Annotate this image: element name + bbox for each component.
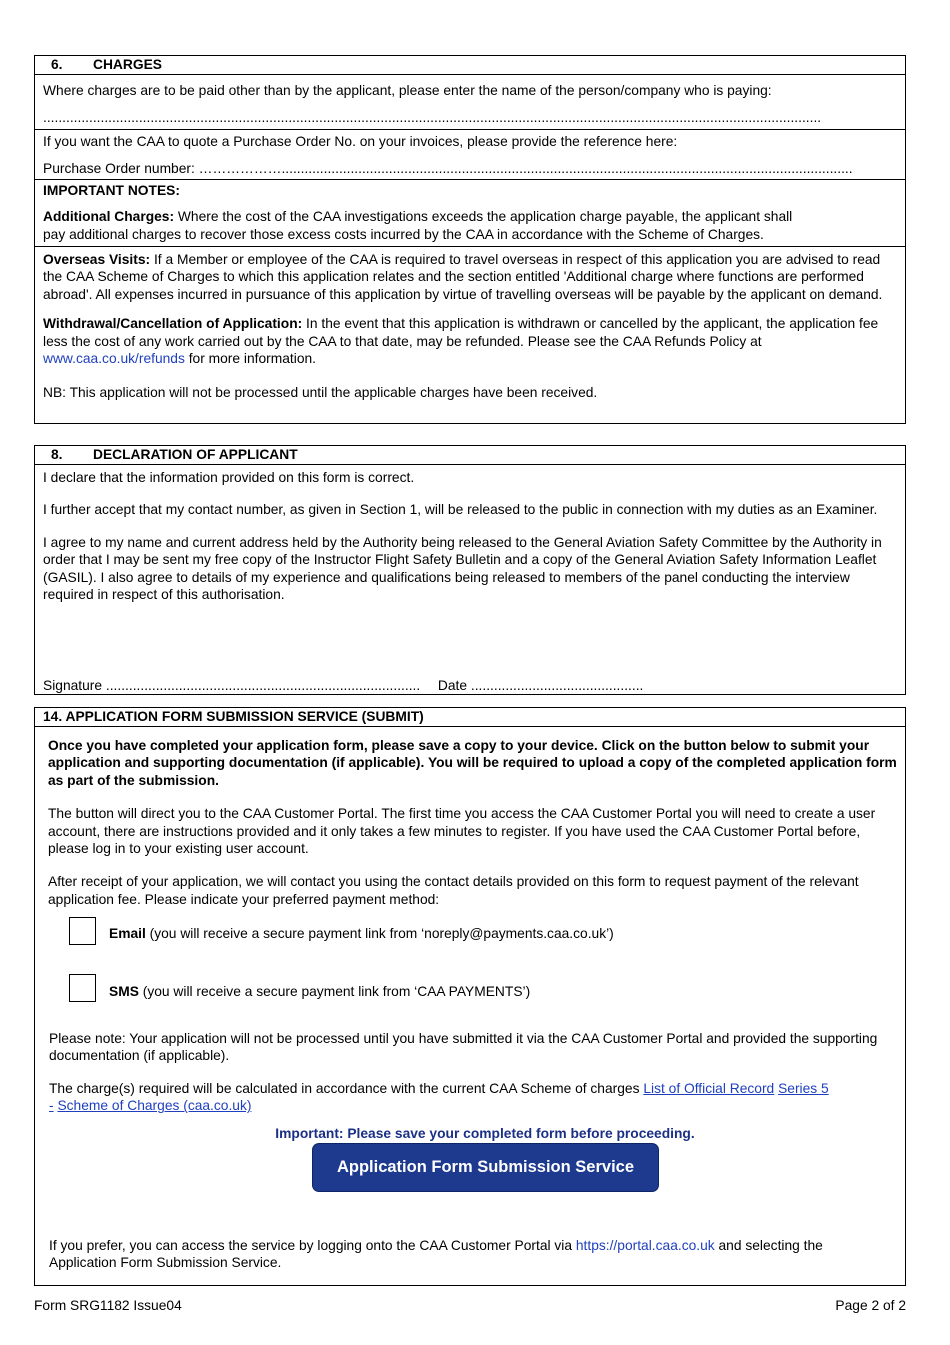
po-field[interactable] [43,160,897,177]
charges-section [34,55,906,424]
section-title: CHARGES [93,57,162,72]
charges-text [49,1080,889,1115]
nb-note: NB: This application will not be processed until the applicable charges have been received. [43,385,598,401]
section-header [35,708,905,727]
overseas-note [43,251,897,303]
section-title: DECLARATION OF APPLICANT [93,447,298,462]
po-line: .................................................................................................................................................... [285,161,853,177]
notes-title: IMPORTANT NOTES: [43,183,180,198]
form-id: Form SRG1182 Issue04 [34,1298,182,1313]
section-title: 14. APPLICATION FORM SUBMISSION SERVICE (SUBMIT) [43,709,424,724]
prefer-end: and selecting the Application Form Submission Service. [49,1238,823,1271]
application-form-submission-button[interactable]: Application Form Submission Service [313,1144,658,1191]
payer-prompt: Where charges are to be paid other than by the applicant, please enter the name of the person/company who is paying: [43,83,772,98]
po-label: Purchase Order number: ………………. [43,161,286,177]
section-number: 8. [51,447,63,462]
declaration-p3: I agree to my name and current address held by the Authority being released to the General Aviation Safety Committee by the Authority in order that I may be sent my free copy of the Instructor Flight Safety Bulletin and a copy of the General Aviation Safety Information Leaflet (GASIL). I also agree to details of my experience and qualifications being released to members of the panel conducting the interview required in respect of this authorisation. [43,534,882,603]
series-5-link[interactable]: Series 5 [778,1081,829,1096]
section-number: 6. [51,57,63,72]
date-field[interactable]: Date ............................................. [437,678,644,693]
sms-label: SMS [109,984,139,999]
section-header [35,56,905,75]
signature-field[interactable]: Signature .................................................................................. [43,678,421,693]
note-paragraph: Please note: Your application will not be processed until you have submitted it via the CAA Customer Portal and provided the supporting documentation (if applicable). [49,1031,878,1064]
prefer-paragraph [49,1237,889,1272]
overseas-row [35,247,905,402]
note-text [49,1030,889,1065]
submission-intro: Once you have completed your application form, please save a copy to your device. Click on the button below to submit your application and supporting documentation (if applicable). You will be required to upload a copy of the completed application form as part of the submission. [48,738,897,788]
prefer-intro: If you prefer, you can access the service by logging onto the CAA Customer Portal via [49,1238,576,1253]
withdrawal-text: In the event that this application is withdrawn or cancelled by the applicant, the application fee less the cost of any work carried out by the CAA to that date, may be refunded. Please see the CAA Refunds Policy at [43,316,879,349]
email-option [109,925,614,942]
withdrawal-note [43,315,897,367]
sms-text: (you will receive a secure payment link from ‘CAA PAYMENTS’) [138,984,531,999]
prefer-text [49,1237,889,1272]
scheme-of-charges-link[interactable]: Scheme of Charges (caa.co.uk) [57,1098,252,1114]
payer-field[interactable]: ........................................................................................................................................................................................................... [43,110,822,126]
portal-text: The button will direct you to the CAA Customer Portal. The first time you access the CAA Customer Portal you will need to create a user account, there are instructions provided and it only takes a few minutes to register. If you have used the CAA Customer Portal before, please log in to your existing user account. [48,806,876,857]
declaration-p2: I further accept that my contact number, as given in Section 1, will be released to the public in connection with my duties as an Examiner. [43,502,878,518]
page-number: Page 2 of 2 [835,1298,906,1313]
dash-link[interactable]: - [49,1098,54,1114]
payer-row [35,75,905,130]
additional-text-2: pay additional charges to recover those excess costs incurred by the CAA in accordance with the Scheme of Charges. [43,226,764,242]
payment-text: After receipt of your application, we will contact you using the contact details provided on this form to request payment of the relevant application fee. Please indicate your preferred payment method: [48,874,859,907]
section-header [35,446,905,465]
notes-row [35,180,905,247]
additional-charges-note [43,208,897,243]
declaration-p1: I declare that the information provided on this form is correct. [43,470,415,485]
overseas-text: If a Member or employee of the CAA is required to travel overseas in respect of this application you are advised to read the CAA Scheme of Charges to which this application relates and the section entitled 'Additional charge where functions are performed abroad'. All expenses incurred in pursuance of this application by virtue of travelling overseas will be payable by the applicant on demand. [43,252,883,302]
signature-row [43,677,643,694]
email-label: Email [109,926,146,941]
withdrawal-text-end: for more information. [184,351,316,367]
charges-intro: The charge(s) required will be calculated in accordance with the current CAA Scheme of charges [49,1081,644,1096]
po-row [35,130,905,180]
withdrawal-label: Withdrawal/Cancellation of Application: [43,316,303,332]
official-record-link[interactable]: List of Official Record [643,1081,775,1096]
overseas-label: Overseas Visits: [43,252,151,267]
charges-paragraph [49,1080,889,1115]
refunds-link[interactable]: www.caa.co.uk/refunds [43,351,185,367]
po-prompt: If you want the CAA to quote a Purchase Order No. on your invoices, please provide the reference here: [43,134,678,149]
additional-label: Additional Charges: [43,209,175,225]
sms-option [109,983,530,1000]
portal-link[interactable]: https://portal.caa.co.uk [575,1238,715,1253]
sms-checkbox[interactable] [69,974,96,1002]
additional-text-1: Where the cost of the CAA investigations exceeds the application charge payable, the applicant shall [174,209,793,225]
important-notice: Important: Please save your completed form before proceeding. [275,1126,695,1141]
email-text: (you will receive a secure payment link from ‘noreply@payments.caa.co.uk’) [145,926,614,941]
declaration-section [34,445,906,695]
email-checkbox[interactable] [69,917,96,945]
